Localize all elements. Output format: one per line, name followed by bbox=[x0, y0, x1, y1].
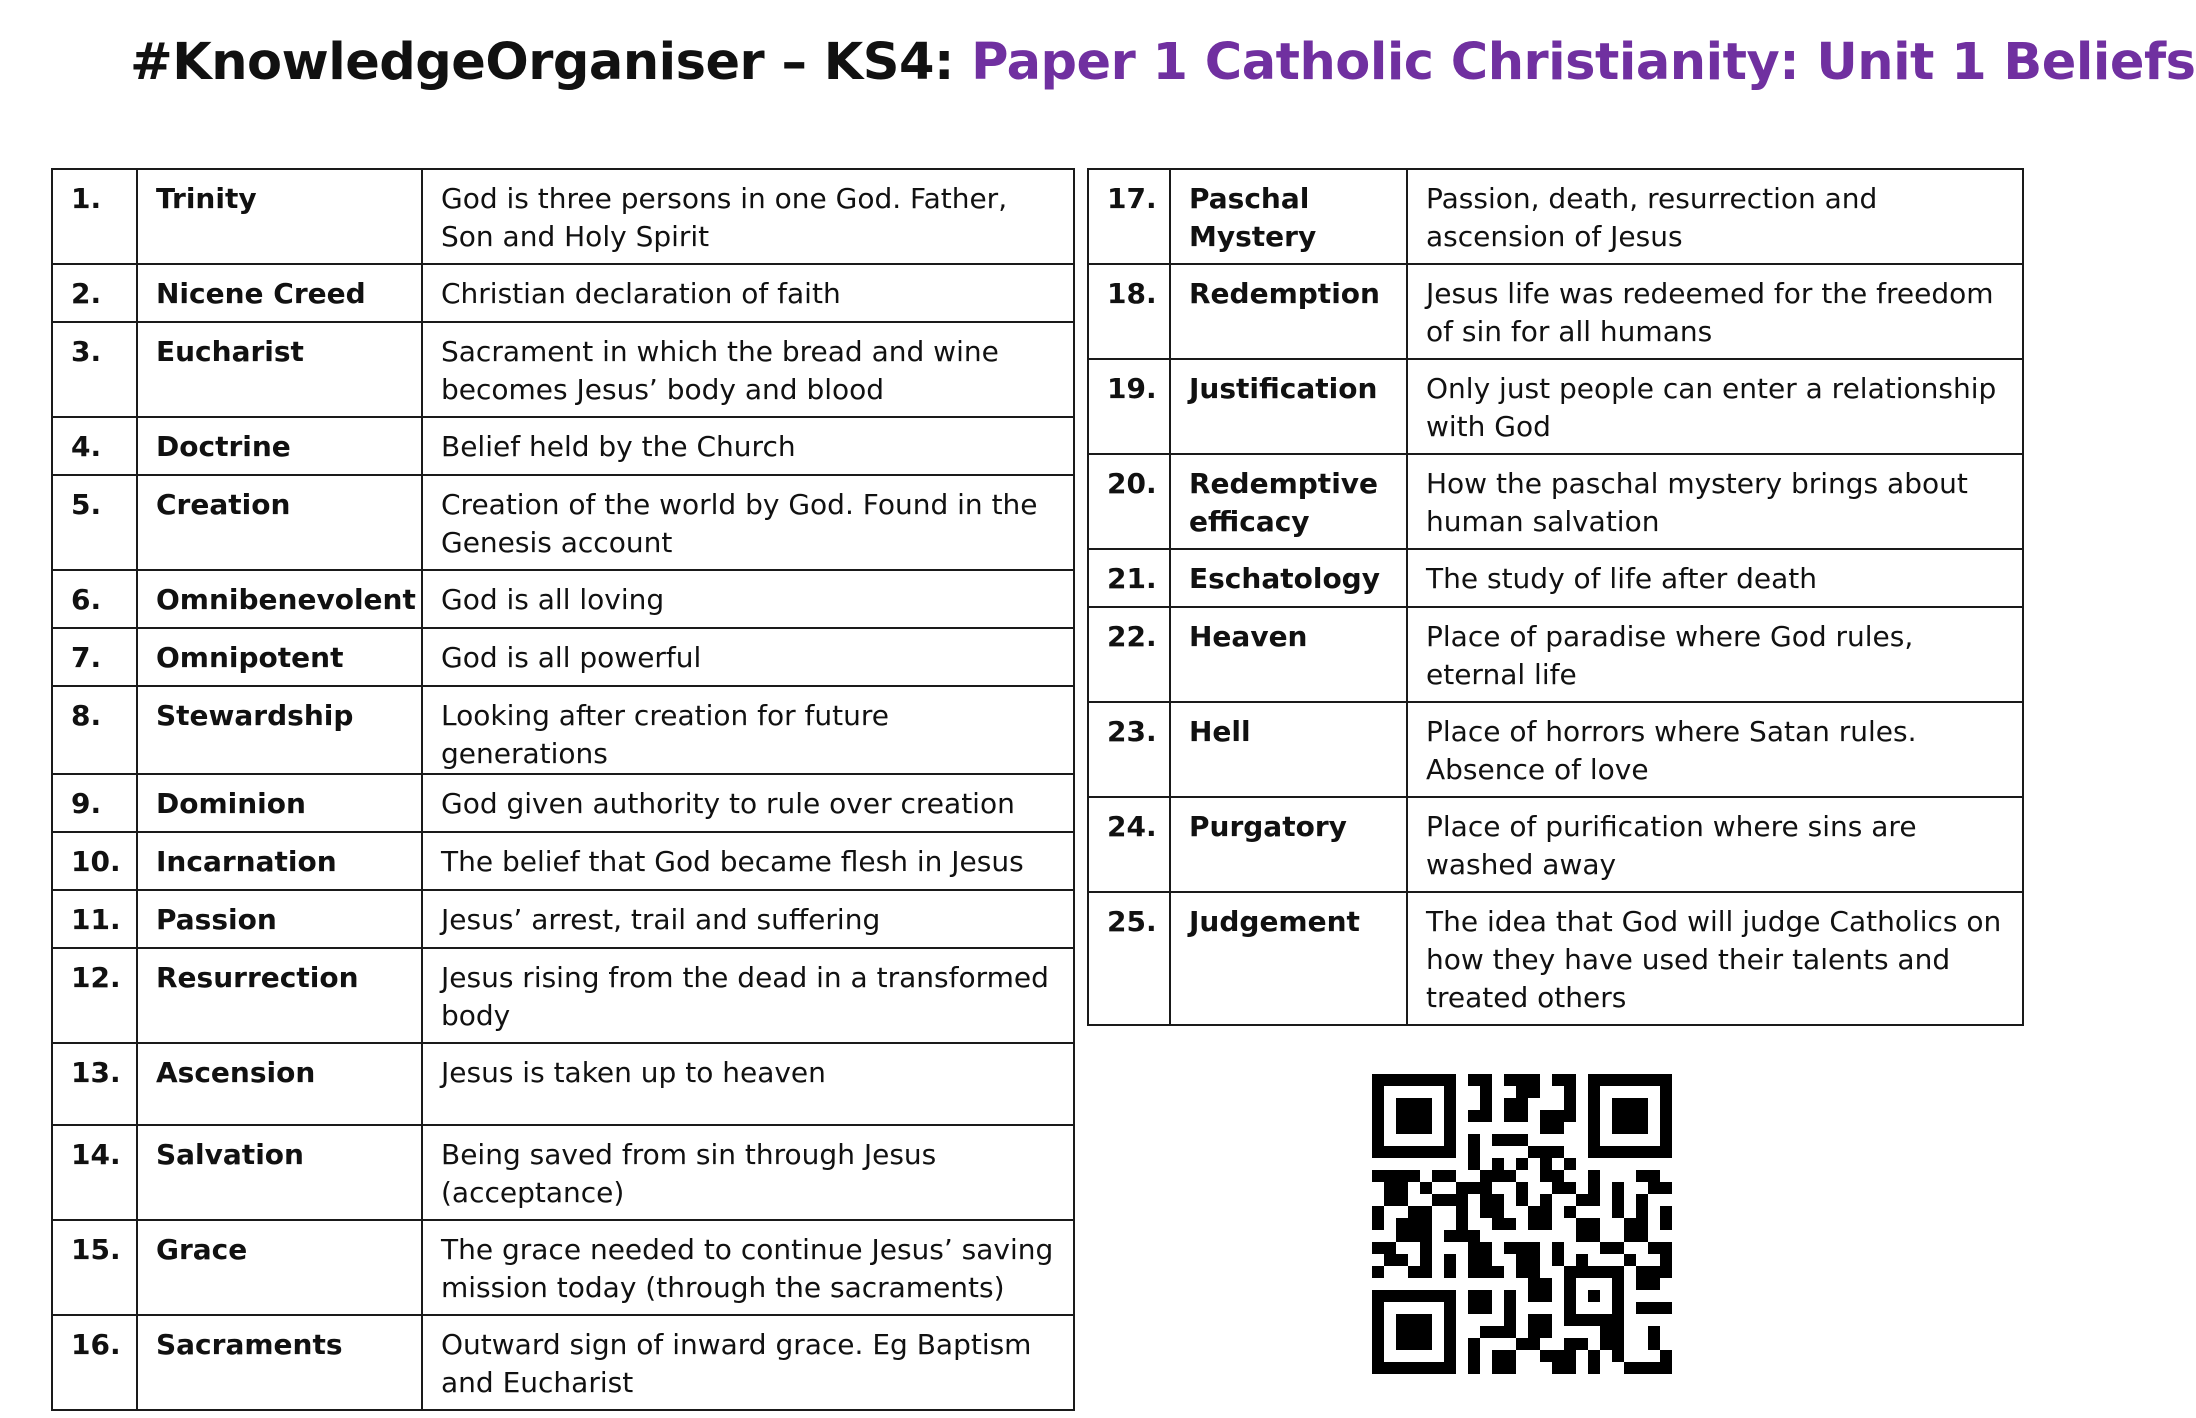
term-number: 22. bbox=[1088, 607, 1170, 702]
term-name: Resurrection bbox=[137, 948, 422, 1043]
term-name: Justification bbox=[1170, 359, 1407, 454]
table-row bbox=[52, 890, 1074, 948]
term-name: Paschal Mystery bbox=[1170, 169, 1407, 264]
page-title bbox=[130, 28, 2196, 98]
term-number: 20. bbox=[1088, 454, 1170, 549]
term-definition: Jesus is taken up to heaven bbox=[422, 1043, 1074, 1125]
term-definition: God given authority to rule over creation bbox=[422, 774, 1074, 832]
term-name: Omnibenevolent bbox=[137, 570, 422, 628]
term-definition: Jesus life was redeemed for the freedom of sin for all humans bbox=[1407, 264, 2023, 359]
term-number: 5. bbox=[52, 475, 137, 570]
term-name: Eucharist bbox=[137, 322, 422, 417]
table-row bbox=[52, 475, 1074, 570]
term-definition: Passion, death, resurrection and ascension of Jesus bbox=[1407, 169, 2023, 264]
term-number: 19. bbox=[1088, 359, 1170, 454]
term-number: 7. bbox=[52, 628, 137, 686]
term-number: 10. bbox=[52, 832, 137, 890]
term-definition: The study of life after death bbox=[1407, 549, 2023, 607]
term-definition: Christian declaration of faith bbox=[422, 264, 1074, 322]
table-row bbox=[52, 169, 1074, 264]
term-number: 16. bbox=[52, 1315, 137, 1410]
table-row bbox=[52, 832, 1074, 890]
table-row bbox=[52, 1220, 1074, 1315]
table-row bbox=[52, 264, 1074, 322]
term-name: Redemptive efficacy bbox=[1170, 454, 1407, 549]
term-name: Sacraments bbox=[137, 1315, 422, 1410]
term-number: 25. bbox=[1088, 892, 1170, 1025]
term-name: Eschatology bbox=[1170, 549, 1407, 607]
table-row bbox=[1088, 359, 2023, 454]
term-number: 14. bbox=[52, 1125, 137, 1220]
term-definition: How the paschal mystery brings about human salvation bbox=[1407, 454, 2023, 549]
term-name: Grace bbox=[137, 1220, 422, 1315]
term-number: 6. bbox=[52, 570, 137, 628]
table-row bbox=[1088, 607, 2023, 702]
term-number: 21. bbox=[1088, 549, 1170, 607]
table-row bbox=[1088, 702, 2023, 797]
table-row bbox=[52, 417, 1074, 475]
term-definition: Jesus rising from the dead in a transformed body bbox=[422, 948, 1074, 1043]
term-definition: The belief that God became flesh in Jesus bbox=[422, 832, 1074, 890]
term-number: 4. bbox=[52, 417, 137, 475]
term-definition: Jesus’ arrest, trail and suffering bbox=[422, 890, 1074, 948]
term-name: Heaven bbox=[1170, 607, 1407, 702]
term-name: Trinity bbox=[137, 169, 422, 264]
term-definition: Place of purification where sins are washed away bbox=[1407, 797, 2023, 892]
term-definition: The grace needed to continue Jesus’ saving mission today (through the sacraments) bbox=[422, 1220, 1074, 1315]
term-definition: Outward sign of inward grace. Eg Baptism and Eucharist bbox=[422, 1315, 1074, 1410]
term-name: Doctrine bbox=[137, 417, 422, 475]
term-number: 18. bbox=[1088, 264, 1170, 359]
table-row bbox=[52, 322, 1074, 417]
title-prefix: #KnowledgeOrganiser – KS4: bbox=[130, 33, 972, 92]
term-name: Ascension bbox=[137, 1043, 422, 1125]
term-definition: Creation of the world by God. Found in the Genesis account bbox=[422, 475, 1074, 570]
table-row bbox=[52, 1043, 1074, 1125]
term-number: 13. bbox=[52, 1043, 137, 1125]
term-number: 3. bbox=[52, 322, 137, 417]
table-row bbox=[1088, 169, 2023, 264]
term-name: Redemption bbox=[1170, 264, 1407, 359]
term-name: Incarnation bbox=[137, 832, 422, 890]
term-definition: The idea that God will judge Catholics on how they have used their talents and treated others bbox=[1407, 892, 2023, 1025]
term-definition: Being saved from sin through Jesus (acceptance) bbox=[422, 1125, 1074, 1220]
term-number: 23. bbox=[1088, 702, 1170, 797]
table-row bbox=[52, 628, 1074, 686]
qr-code-icon[interactable] bbox=[1372, 1074, 1672, 1374]
term-definition: God is all powerful bbox=[422, 628, 1074, 686]
term-number: 11. bbox=[52, 890, 137, 948]
term-definition: God is three persons in one God. Father, Son and Holy Spirit bbox=[422, 169, 1074, 264]
term-name: Passion bbox=[137, 890, 422, 948]
term-name: Hell bbox=[1170, 702, 1407, 797]
term-name: Dominion bbox=[137, 774, 422, 832]
term-number: 15. bbox=[52, 1220, 137, 1315]
term-number: 17. bbox=[1088, 169, 1170, 264]
term-definition: Belief held by the Church bbox=[422, 417, 1074, 475]
table-row bbox=[52, 1125, 1074, 1220]
table-row bbox=[52, 948, 1074, 1043]
title-unit: Paper 1 Catholic Christianity: Unit 1 Beliefs bbox=[971, 33, 2196, 92]
term-definition: Looking after creation for future generations bbox=[422, 686, 1074, 774]
term-definition: Sacrament in which the bread and wine becomes Jesus’ body and blood bbox=[422, 322, 1074, 417]
table-row bbox=[1088, 797, 2023, 892]
term-definition: Only just people can enter a relationship with God bbox=[1407, 359, 2023, 454]
term-name: Nicene Creed bbox=[137, 264, 422, 322]
table-row bbox=[52, 1315, 1074, 1410]
table-row bbox=[1088, 549, 2023, 607]
table-row bbox=[52, 686, 1074, 774]
term-definition: Place of horrors where Satan rules. Absence of love bbox=[1407, 702, 2023, 797]
term-definition: God is all loving bbox=[422, 570, 1074, 628]
term-definition: Place of paradise where God rules, eternal life bbox=[1407, 607, 2023, 702]
term-name: Judgement bbox=[1170, 892, 1407, 1025]
term-number: 1. bbox=[52, 169, 137, 264]
term-name: Purgatory bbox=[1170, 797, 1407, 892]
table-row bbox=[1088, 892, 2023, 1025]
table-row bbox=[52, 774, 1074, 832]
glossary-table-left bbox=[51, 168, 1075, 1411]
term-number: 2. bbox=[52, 264, 137, 322]
term-number: 24. bbox=[1088, 797, 1170, 892]
term-name: Creation bbox=[137, 475, 422, 570]
term-name: Stewardship bbox=[137, 686, 422, 774]
term-number: 9. bbox=[52, 774, 137, 832]
term-number: 8. bbox=[52, 686, 137, 774]
table-row bbox=[1088, 264, 2023, 359]
table-row bbox=[1088, 454, 2023, 549]
term-name: Salvation bbox=[137, 1125, 422, 1220]
glossary-table-right bbox=[1087, 168, 2024, 1026]
table-row bbox=[52, 570, 1074, 628]
term-number: 12. bbox=[52, 948, 137, 1043]
term-name: Omnipotent bbox=[137, 628, 422, 686]
